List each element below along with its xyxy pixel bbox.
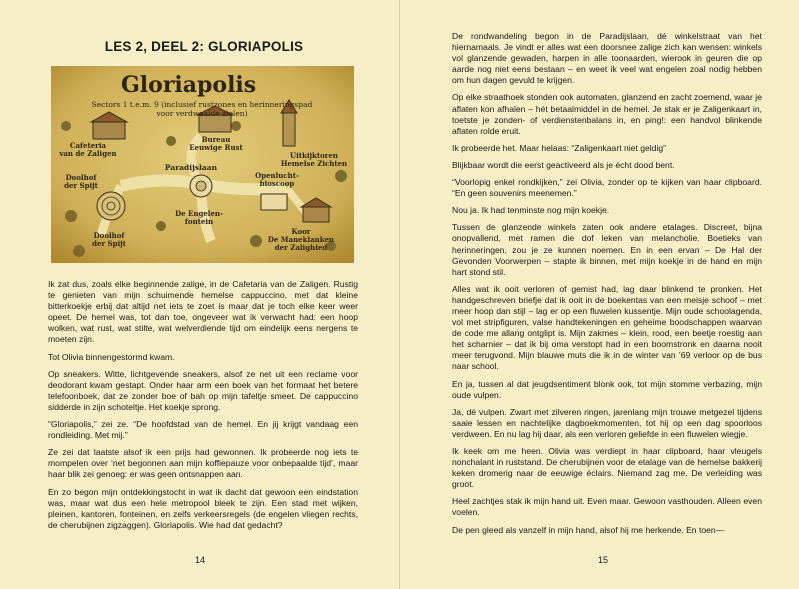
paragraph: “Gloriapolis,” zei ze. “De hoofdstad van de hemel. En jij krijgt vandaag een rondleiding. Met mij.”: [48, 419, 358, 441]
label-spijt-2: der Spijt: [64, 181, 98, 190]
label-spijt2-1: Doolhof: [93, 231, 125, 240]
paragraph: “Voorlopig enkel rondkijken,” zei Olivia, zonder op te kijken van haar clipboard. “En geen souvenirs meenemen.”: [452, 177, 762, 199]
label-cafeteria-1: Cafeteria: [69, 141, 107, 150]
label-fontein-2: fontein: [184, 217, 214, 226]
label-bioscoop-2: bioscoop: [259, 179, 295, 188]
right-body-text: [452, 31, 762, 542]
label-uitkijk-1: Uitkijktoren: [289, 151, 339, 160]
paragraph: Tot Olivia binnengestormd kwam.: [48, 351, 175, 362]
left-body-text: [48, 279, 358, 537]
label-spijt-1: Doolhof: [65, 173, 97, 182]
paragraph: Heel zachtjes stak ik mijn hand uit. Even maar. Gewoon vasthouden. Alleen even voelen.: [452, 496, 762, 518]
paragraph: Op sneakers. Witte, lichtgevende sneakers, alsof ze net uit een reclame voor deodorant kwam gestapt. Onder haar arm een boek van het formaat het betere telefoonboek, dat ze zonder boe of bah op mijn tafeltje smeet. De cappuccino sidderde in zijn schoteltje. Het koekje sprong.: [48, 368, 358, 412]
gloriapolis-map: [51, 66, 354, 263]
map-title: Gloriapolis: [121, 72, 257, 98]
label-uitkijk-2: Hemelse Zichten: [280, 159, 348, 168]
paragraph: De rondwandeling begon in de Paradijslaan, dé winkelstraat van het hiernamaals. Je vindt er alles wat een doorsnee zalige zich kan wensen: winkels vol glanzende gewaden, harpen in alle toonaarden, wierook in geuren die op aarde nog niet eens bestaan – en weet ik veel wat engelen zoal nodig hebben om hun dagen gevuld te krijgen.: [452, 31, 762, 86]
paragraph: Op elke straathoek stonden ook automaten, glanzend en zacht zoemend, waar je aflaten kon afhalen – hét betaalmiddel in de hemel. Je stak er je Zaligenkaart in, toetste je zonden- of verdienstenbalans in, en ping!: een handvol blinkende aflaten rolde eruit.: [452, 92, 762, 136]
fountain: [190, 175, 212, 197]
maze-1: [97, 192, 125, 220]
paragraph: Nou ja. Ik had tenminste nog mijn koekje.: [452, 205, 610, 216]
label-koor-3: der Zalighied: [274, 243, 328, 252]
paragraph: En ja, tussen al dat jeugdsentiment blonk ook, tot mijn stomme verbazing, mijn oude vulpen.: [452, 378, 762, 400]
page-number-right: 15: [598, 555, 609, 565]
paragraph: Blijkbaar wordt die eerst geactiveerd als je écht dood bent.: [452, 159, 675, 170]
label-bioscoop-1: Openlucht-: [255, 171, 299, 180]
paragraph: Ik probeerde het. Maar helaas: “Zaligenkaart niet geldig”: [452, 142, 667, 153]
map-subtitle-1: Sectors 1 t.e.m. 9 (inclusief rustzones en herinneringspad: [91, 100, 313, 109]
paragraph: En zo begon mijn ontdekkingstocht in wat ik dacht dat gewoon een eindstation was, maar wat dus een hele metropool bleek te zijn. Een stad met wijken, pleinen, kantoren, fonteinen, en zelfs verkeersregels (de engelen vliegen rechts, de cherubijnen zigzaggen). Gloriapolis. Wie had dat gedacht?: [48, 486, 358, 530]
page-heading: LES 2, DEEL 2: GLORIAPOLIS: [104, 39, 304, 54]
paragraph: Ze zei dat laatste alsof ik een prijs had gewonnen. Ik probeerde nog iets te mompelen over ‘net begonnen aan mijn koffiepauze voor onbepaalde tijd’, maar haar blik zei genoeg: er was geen ontsnappen aan.: [48, 447, 358, 480]
label-koor-1: Koor: [291, 227, 311, 236]
paragraph: De pen gleed als vanzelf in mijn hand, alsof hij me herkende. En toen—: [452, 524, 725, 535]
paragraph: Ja, dé vulpen. Zwart met zilveren ringen, jarenlang mijn trouwe metgezel tijdens saaie lessen en nachtelijke dagboekmomenten, tot hij op een dag spoorloos verdween. En nu lag hij daar, als een verloren geliefde in een fluwelen wiegje.: [452, 406, 762, 439]
page-number-left: 14: [195, 555, 206, 565]
label-cafeteria-2: van de Zaligen: [59, 149, 117, 158]
paragraph: Ik zat dus, zoals elke beginnende zalige, in de Cafetaria van de Zaligen. Rustig te genieten van mijn schuimende hemelse cappuccino, met dat kleine bitterkoekje erbij dat altijd net iets te zoet is maar dat je toch elke keer weer opeet. De hemel was, tot dan toe, ongeveer wat ik verwacht had: een hoop wolken, wat rust, wat stilte, wat welverdiende tijd om eindelijk eens nergens te moeten zijn.: [48, 279, 358, 345]
label-bureau-1: Bureau: [201, 135, 231, 144]
paragraph: Tussen de glanzende winkels zaten ook andere etalages. Discreet, bijna onopvallend, met ramen die dof leken van melancholie. Boetieks van herinneringen, zou je ze kunnen noemen. En in een ervan – De Hal der Gevonden Voorwerpen – stapte ik binnen, met mijn koekje in de hand en mijn hart stond stil.: [452, 222, 762, 277]
cinema-screen: [261, 194, 287, 210]
label-paradijslaan: Paradijslaan: [164, 163, 218, 172]
label-bureau-2: Eeuwige Rust: [189, 143, 243, 152]
left-page: [0, 0, 399, 589]
label-koor-2: De Maneklanken: [267, 235, 335, 244]
map-subtitle-2: voor verdwaalde zielen): [156, 109, 248, 118]
paragraph: Ik keek om me heen. Olivia was verdiept in haar clipboard, haar vleugels nonchalant in ruststand. De cherubijnen voor de etalage van de hemelse bakkerij keken dromerig naar de eeuwige éclairs. Niemand zag me. De verleiding was groot.: [452, 446, 762, 490]
label-fontein-1: De Engelen-: [175, 209, 223, 218]
paragraph: Alles wat ik ooit verloren of gemist had, lag daar blinkend te pronken. Het handgeschreven briefje dat ik ooit in de boekentas van een meisje schoof – met meer hoop dan stijl – lag er op een fluwelen kussentje. Mijn oude schoolagenda, vol met stripfiguren, valse handtekeningen en geheime boodschappen waarvan de code me allang ontglipt is. Mijn zakmes – klein, rood, een beetje roestig aan het scharnier – dat ik bij oma verstopt had in een boomstronk en daarna nooit meer terugvond. Mijn blauwe muts die ik in de winter van ’69 verloor op de bus naar school.: [452, 283, 762, 372]
label-spijt2-2: der Spijt: [92, 239, 126, 248]
